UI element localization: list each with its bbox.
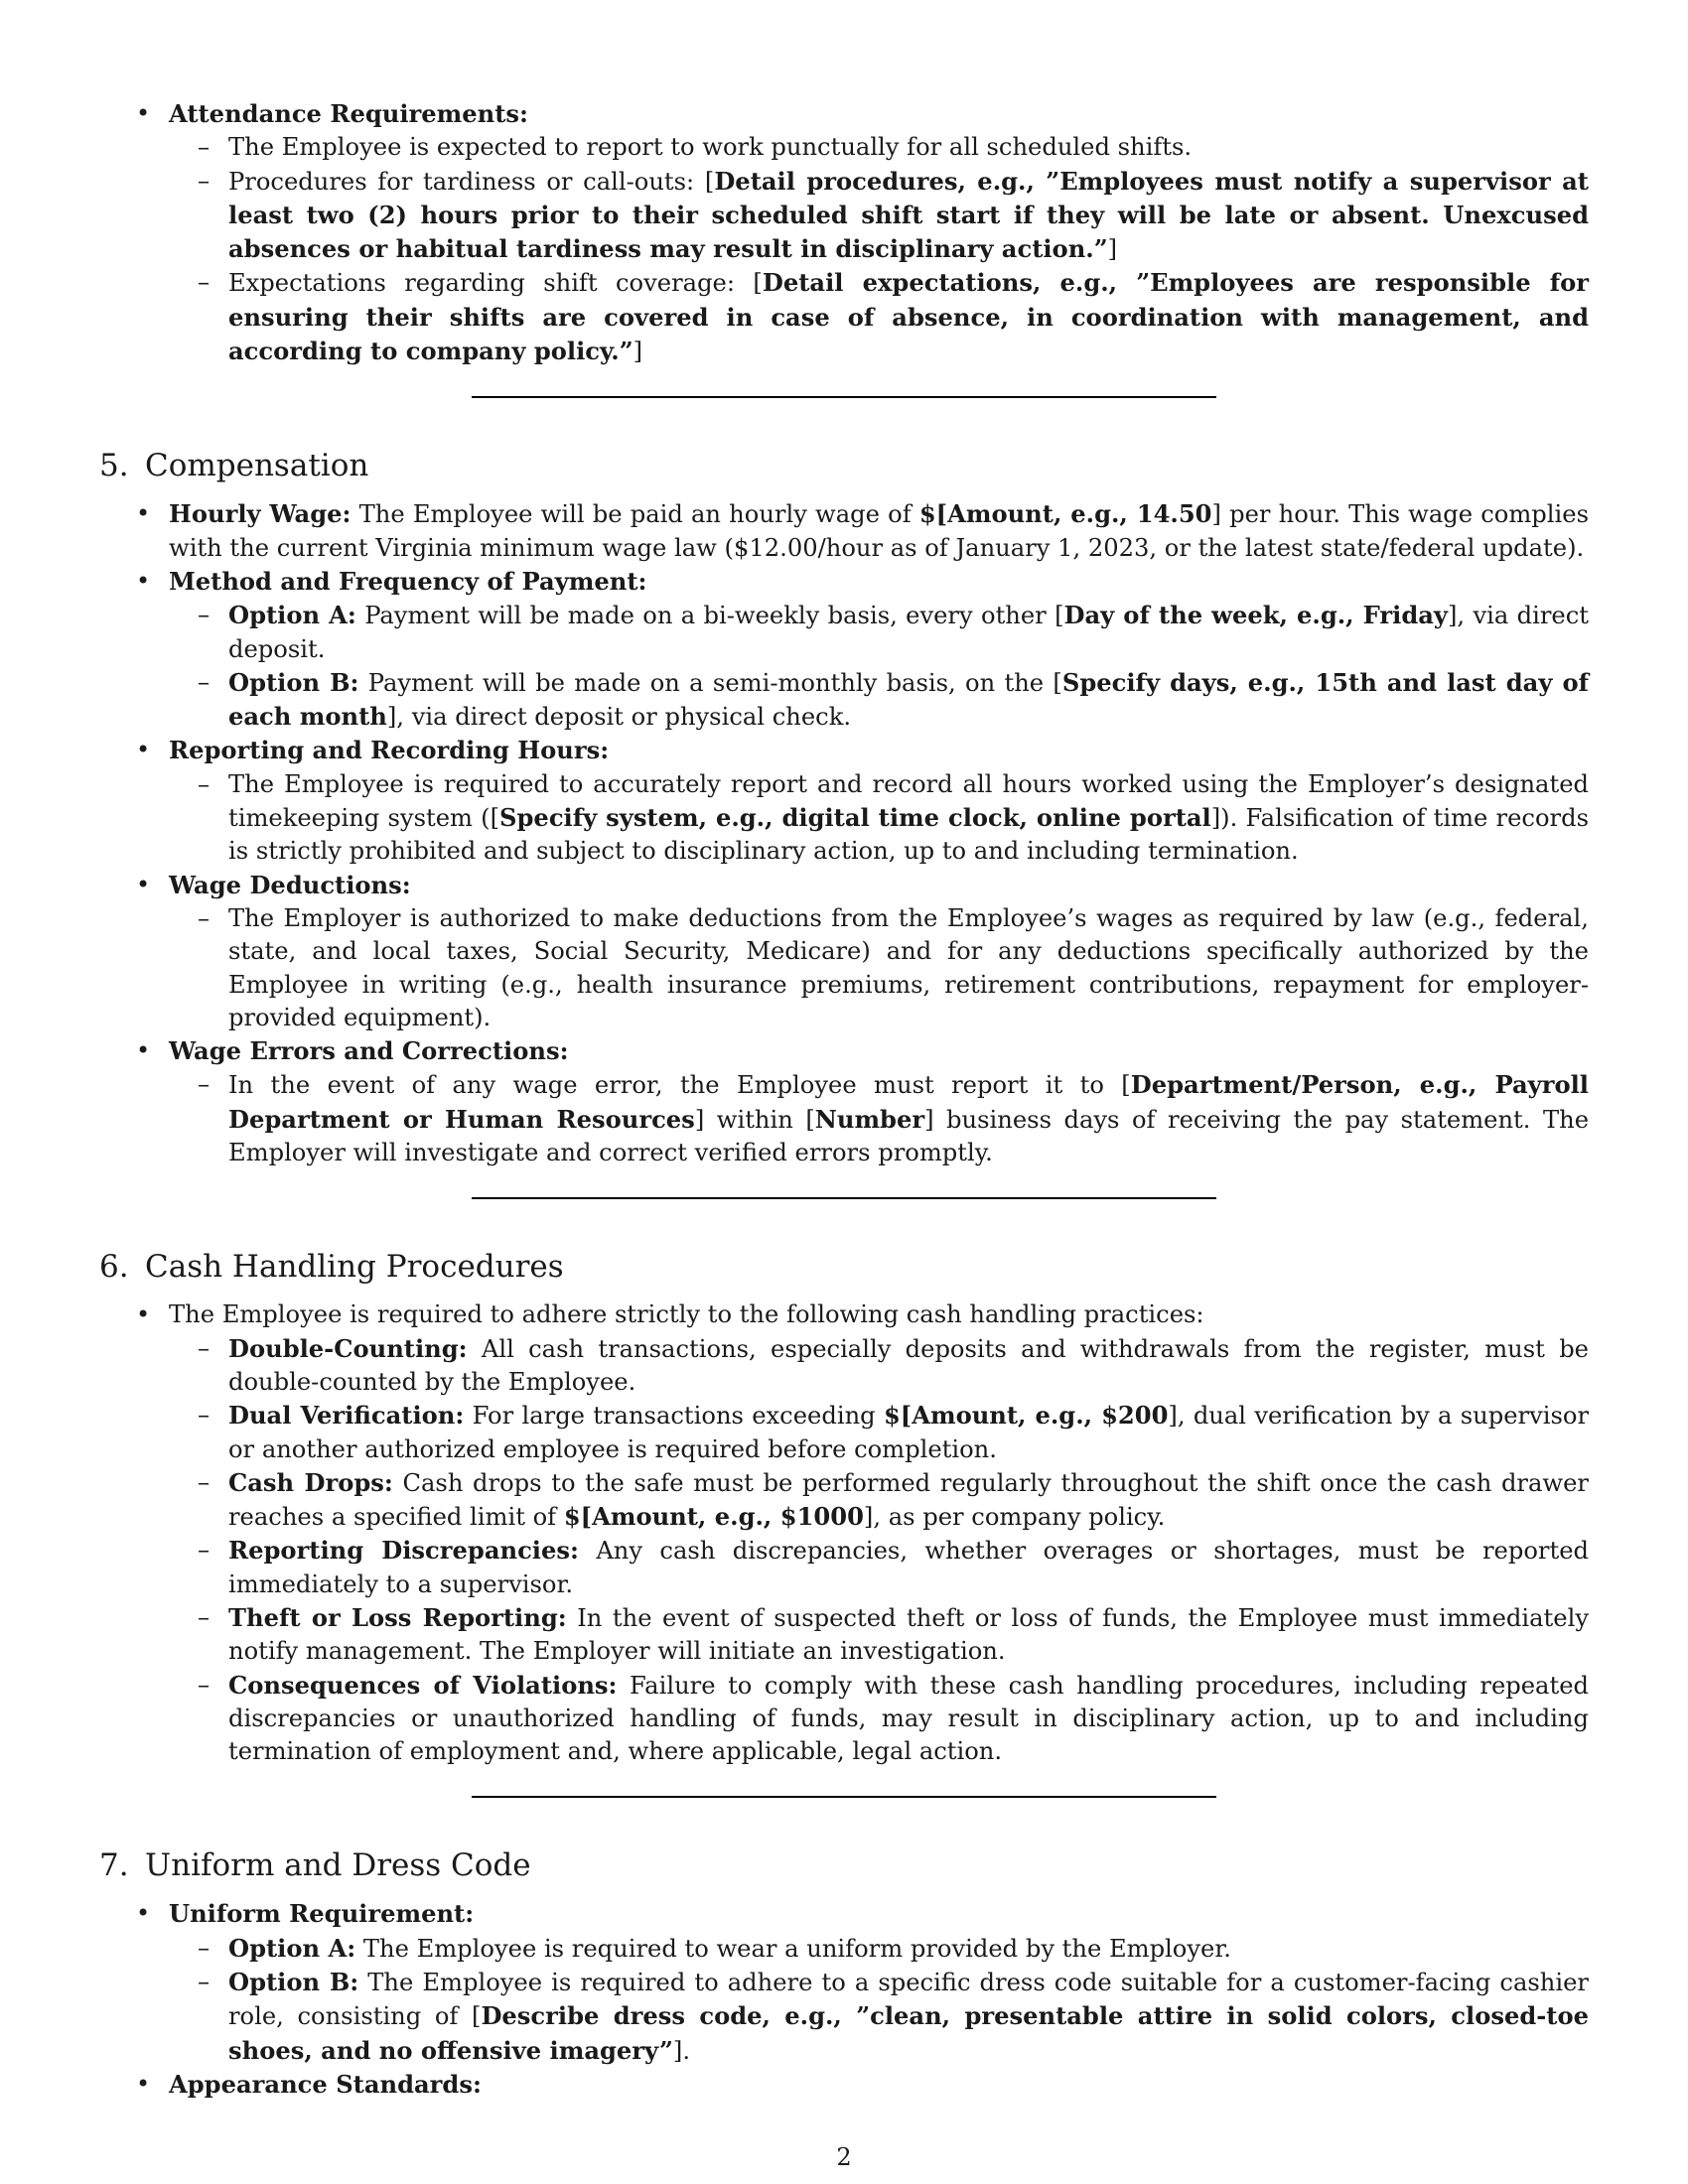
cash-handling-intro: The Employee is required to adhere strictly to the following cash handling practices:: [169, 1300, 1204, 1329]
bracket-text: ]: [1107, 235, 1118, 264]
reporting-discrepancies-label: Reporting Discrepancies:: [228, 1536, 579, 1566]
dual-verification-placeholder: Amount, e.g., $200: [912, 1401, 1169, 1431]
list-item: [169, 165, 1589, 267]
list-item: [169, 1068, 1589, 1169]
errors-text-2: ] within [: [694, 1105, 815, 1134]
section-heading-cash-handling: [99, 1247, 1589, 1287]
section-number: 7.: [99, 1847, 129, 1884]
dress-code-placeholder: Describe dress code, e.g., ”clean, presentable attire in solid colors, closed-toe shoes, and no offensive imagery”: [228, 2001, 1589, 2065]
errors-text-3: ] business days of receiving the pay statement. The Employer will investigate and correct verified errors promptly.: [228, 1105, 1590, 1167]
list-item: [99, 734, 1589, 868]
tardiness-placeholder: Detail procedures, e.g., ”Employees must notify a supervisor at least two (2) hours prior to their scheduled shift start if they will be late or absent. Unexcused absences or habitual tardiness may result in disciplinary action.”: [228, 166, 1589, 264]
dual-verification-text-2: ], dual verification by a supervisor or another authorized employee is required before completion.: [228, 1402, 1590, 1463]
errors-sublist: [169, 1068, 1589, 1169]
cash-handling-list: [99, 1298, 1589, 1768]
deductions-sublist: [169, 902, 1589, 1034]
page-number: 2: [836, 2143, 852, 2171]
section-divider: [472, 1796, 1216, 1798]
option-a-label: Option A:: [228, 601, 356, 630]
list-item: [169, 266, 1589, 368]
bracket-text: ]: [633, 338, 643, 366]
section-heading-compensation: [99, 446, 1589, 485]
list-item: [169, 1466, 1589, 1535]
dollar-sign: $[: [918, 499, 948, 529]
tardiness-text: Procedures for tardiness or call-outs: [: [228, 167, 715, 196]
appearance-standards-label: Appearance Standards:: [169, 2069, 482, 2099]
section-title: Cash Handling Procedures: [145, 1249, 564, 1286]
coverage-text: Expectations regarding shift coverage: [: [228, 269, 763, 298]
list-item: [169, 1534, 1589, 1601]
section-divider: [472, 396, 1216, 398]
list-item: [169, 666, 1589, 735]
section-heading-uniform: [99, 1845, 1589, 1885]
payment-options-list: [169, 599, 1589, 734]
list-item: [169, 1966, 1589, 2068]
option-a-placeholder: Day of the week, e.g., Friday: [1063, 601, 1448, 630]
hourly-amount-placeholder: Amount, e.g., 14.50: [947, 499, 1212, 529]
option-b-text: The Employee is required to adhere to a specific dress code suitable for a customer-facing cashier role, consisting of [: [228, 1969, 1589, 2031]
list-item: [99, 565, 1589, 734]
errors-department-placeholder: Department/Person, e.g., Payroll Department or Human Resources: [228, 1070, 1589, 1134]
dollar-sign: $[: [883, 1401, 913, 1431]
list-item: [169, 902, 1589, 1034]
list-item: [169, 599, 1589, 666]
reporting-hours-label: Reporting and Recording Hours:: [169, 736, 610, 765]
reporting-text-2: ]). Falsification of time records is strictly prohibited and subject to disciplinary action, up to and including termination.: [228, 804, 1589, 866]
reporting-sublist: [169, 768, 1589, 869]
attendance-item-punctual: The Employee is expected to report to work punctually for all scheduled shifts.: [228, 133, 1193, 162]
cash-drops-placeholder: Amount, e.g., $1000: [592, 1502, 864, 1532]
option-b-placeholder: Specify days, e.g., 15th and last day of each month: [228, 667, 1589, 732]
attendance-sublist: [169, 131, 1589, 368]
attendance-heading: Attendance Requirements:: [169, 99, 528, 128]
option-b-text: Payment will be made on a semi-monthly basis, on the [: [358, 668, 1062, 697]
uniform-list: [99, 1897, 1589, 2102]
wage-errors-label: Wage Errors and Corrections:: [169, 1036, 569, 1066]
hourly-wage-text-2: ] per hour. This wage complies with the current Virginia minimum wage law ($12.00/hour as of January 1, 2023, or the latest state/federal update).: [169, 500, 1589, 562]
list-item: [169, 1669, 1589, 1769]
document-page: [99, 97, 1589, 2102]
cash-drops-text: Cash drops to the safe must be performed regularly throughout the shift once the cash drawer reaches a specified limit of: [228, 1468, 1589, 1532]
section-number: 5.: [99, 448, 129, 484]
uniform-requirement-label: Uniform Requirement:: [169, 1899, 475, 1929]
option-a-label: Option A:: [228, 1933, 356, 1963]
deductions-text: The Employer is authorized to make deductions from the Employee’s wages as required by law (e.g., federal, state, and local taxes, Social Security, Medicare) and for any deductions specifically authorized by the Employee in writing (e.g., health insurance premiums, retirement contributions, repayment for employer-provided equipment).: [228, 903, 1589, 1031]
cash-drops-text-2: ], as per company policy.: [863, 1503, 1166, 1532]
double-counting-label: Double-Counting:: [228, 1333, 468, 1363]
theft-loss-text: In the event of suspected theft or loss of funds, the Employee must immediately notify management. The Employer will initiate an investigation.: [228, 1603, 1589, 1666]
list-item: [99, 1298, 1589, 1768]
section-divider: [472, 1197, 1216, 1199]
coverage-placeholder: Detail expectations, e.g., ”Employees are responsible for ensuring their shifts are covered in case of absence, in coordination with management, and according to company policy.”: [228, 268, 1589, 366]
reporting-discrepancies-text: Any cash discrepancies, whether overages or shortages, must be reported immediately to a supervisor.: [228, 1537, 1589, 1598]
list-item: [169, 768, 1589, 869]
attendance-list: [99, 97, 1589, 368]
list-item: [99, 2068, 1589, 2102]
list-item: [99, 97, 1589, 368]
section-title: Compensation: [145, 448, 369, 484]
errors-number-placeholder: Number: [814, 1104, 925, 1134]
list-item: [99, 1897, 1589, 2067]
theft-loss-label: Theft or Loss Reporting:: [228, 1602, 567, 1632]
section-number: 6.: [99, 1249, 129, 1286]
list-item: [169, 1932, 1589, 1966]
list-item: [99, 497, 1589, 565]
uniform-options-list: [169, 1932, 1589, 2068]
double-counting-text: All cash transactions, especially deposits and withdrawals from the register, must be double-counted by the Employee.: [228, 1334, 1589, 1396]
reporting-placeholder: Specify system, e.g., digital time clock, online portal: [499, 803, 1211, 833]
wage-deductions-label: Wage Deductions:: [169, 870, 411, 899]
consequences-label: Consequences of Violations:: [228, 1670, 618, 1700]
list-item: [99, 1034, 1589, 1169]
dual-verification-text: For large transactions exceeding: [464, 1402, 884, 1431]
compensation-list: [99, 497, 1589, 1169]
list-item: [169, 1332, 1589, 1400]
list-item: [169, 1399, 1589, 1466]
dollar-sign: $[: [563, 1502, 593, 1532]
option-b-text-2: ], via direct deposit or physical check.: [386, 703, 852, 732]
option-a-text: Payment will be made on a bi-weekly basis, every other [: [355, 602, 1064, 630]
cash-practices-list: [169, 1332, 1589, 1769]
payment-method-label: Method and Frequency of Payment:: [169, 566, 647, 596]
option-b-text-2: ].: [672, 2036, 691, 2065]
option-b-label: Option B:: [228, 1968, 359, 1997]
list-item: [169, 131, 1589, 164]
hourly-wage-label: Hourly Wage:: [169, 499, 352, 529]
option-a-text: The Employee is required to wear a uniform provided by the Employer.: [355, 1934, 1231, 1963]
list-item: [169, 1601, 1589, 1669]
hourly-wage-text: The Employee will be paid an hourly wage of: [351, 500, 919, 529]
section-title: Uniform and Dress Code: [145, 1847, 531, 1884]
option-a-text-2: ], via direct deposit.: [228, 602, 1589, 663]
cash-drops-label: Cash Drops:: [228, 1467, 393, 1497]
list-item: [99, 869, 1589, 1034]
consequences-text: Failure to comply with these cash handling procedures, including repeated discrepancies or unauthorized handling of funds, may result in disciplinary action, up to and including termination of employment and, where applicable, legal action.: [228, 1671, 1589, 1766]
dual-verification-label: Dual Verification:: [228, 1401, 465, 1431]
errors-text: In the event of any wage error, the Employee must report it to [: [228, 1071, 1131, 1100]
option-b-label: Option B:: [228, 667, 359, 697]
reporting-text: The Employee is required to accurately report and record all hours worked using the Employer’s designated timekeeping system ([: [228, 769, 1589, 833]
